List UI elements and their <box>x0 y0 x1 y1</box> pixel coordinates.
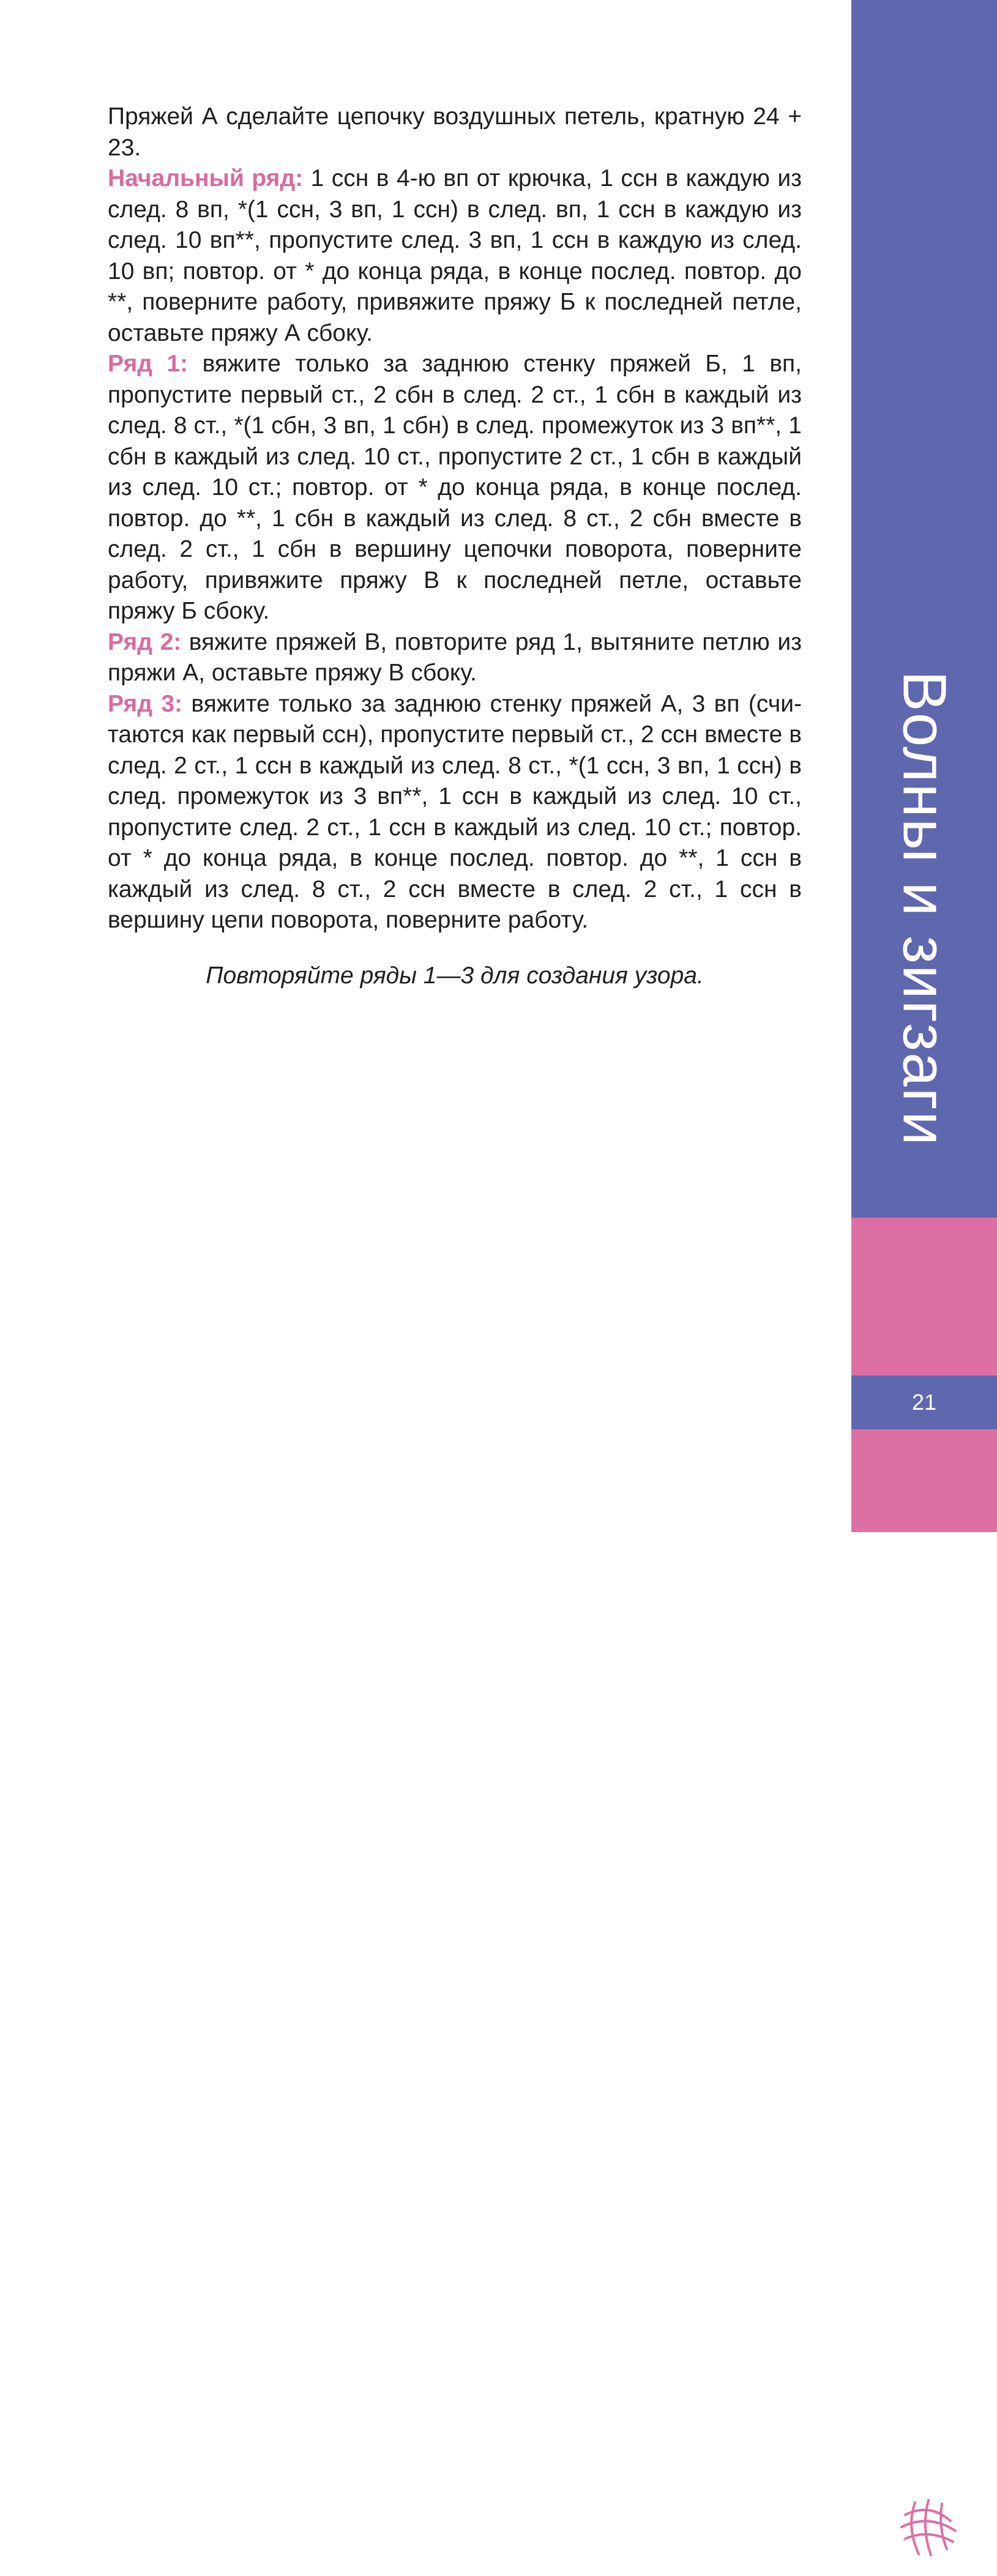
intro-paragraph: Пряжей А сделайте цепочку воздушных петель, кратную 24 + 23. <box>108 103 802 161</box>
sidebar-title-band <box>851 0 997 1218</box>
row-2-label: Ряд 2: <box>108 628 182 655</box>
sidebar-icon-band <box>851 1218 997 1375</box>
row-2 <box>108 627 802 689</box>
sidebar-bottom-band <box>851 1429 997 1532</box>
row-1-text: вяжите только за заднюю стенку пряжей Б, 1 вп, пропустите первый ст., 2 сбн в след. 2 ст., 1 сбн в каждый из след. 8 ст., *(1 сбн, 3 вп, 1 сбн) в след. промежуток из 3 вп**, 1 сбн в каждый из след. 10 ст., пропустите 2 ст., 1 сбн в каждый из след. 10 ст.; повтор. от * до конца ряда, в конце послед. повтор. до **, 1 сбн в каждый из след. 8 ст., 2 сбн вместе в след. 2 ст., 1 сбн в вершину цепочки поворота, поверните работу, привяжите пряжу В к последней петле, оставьте пряжу Б сбоку. <box>108 351 802 624</box>
row-3-label: Ряд 3: <box>108 690 183 717</box>
row-2-text: вяжите пряжей В, повторите ряд 1, вытяните петлю из пряжи А, оставьте пряжу В сбоку. <box>108 628 802 686</box>
row-start-label: Начальный ряд: <box>108 165 304 192</box>
page-number: 21 <box>911 1390 937 1415</box>
pattern-instructions <box>108 102 802 1015</box>
row-start-text: 1 ссн в 4-ю вп от крючка, 1 ссн в каждую из след. 8 вп, *(1 ссн, 3 вп, 1 ссн) в след. вп, 1 ссн в каждую из след. 10 вп**, пропустите след. 3 вп, 1 ссн в каждую из след. 10 вп; повтор. от * до конца ряда, в конце послед. повтор. до **, поверните работу, привяжите пряжу Б к последней петле, оставьте пряжу А сбоку. <box>108 165 802 346</box>
yarn-ball-crochet-hook-icon <box>860 2466 970 2576</box>
section-title: Волны и зигзаги <box>890 671 959 1147</box>
row-1-label: Ряд 1: <box>108 351 189 377</box>
page-number-band <box>851 1375 997 1429</box>
row-3-text: вяжите только за заднюю стенку пряжей А, 3 вп (считаются как первый ссн), пропустите первый ст., 2 ссн вместе в след. 2 ст., 1 ссн в каждый из след. 8 ст., *(1 ссн, 3 вп, 1 ссн) в след. промежуток из 3 вп**, 1 ссн в каждый из след. 10 ст., пропустите след. 2 ст., 1 ссн в каждый из след. 10 ст.; повтор. от * до конца ряда, в конце послед. повтор. до **, 1 ссн в каждый из след. 8 ст., 2 ссн вместе в след. 2 ст., 1 ссн в вершину цепи поворота, поверните работу. <box>108 690 802 933</box>
row-start <box>108 163 802 349</box>
repeat-note: Повторяйте ряды 1—3 для создания узора. <box>206 962 704 989</box>
row-1 <box>108 349 802 627</box>
section-sidebar <box>851 0 997 1532</box>
row-3 <box>108 689 802 936</box>
